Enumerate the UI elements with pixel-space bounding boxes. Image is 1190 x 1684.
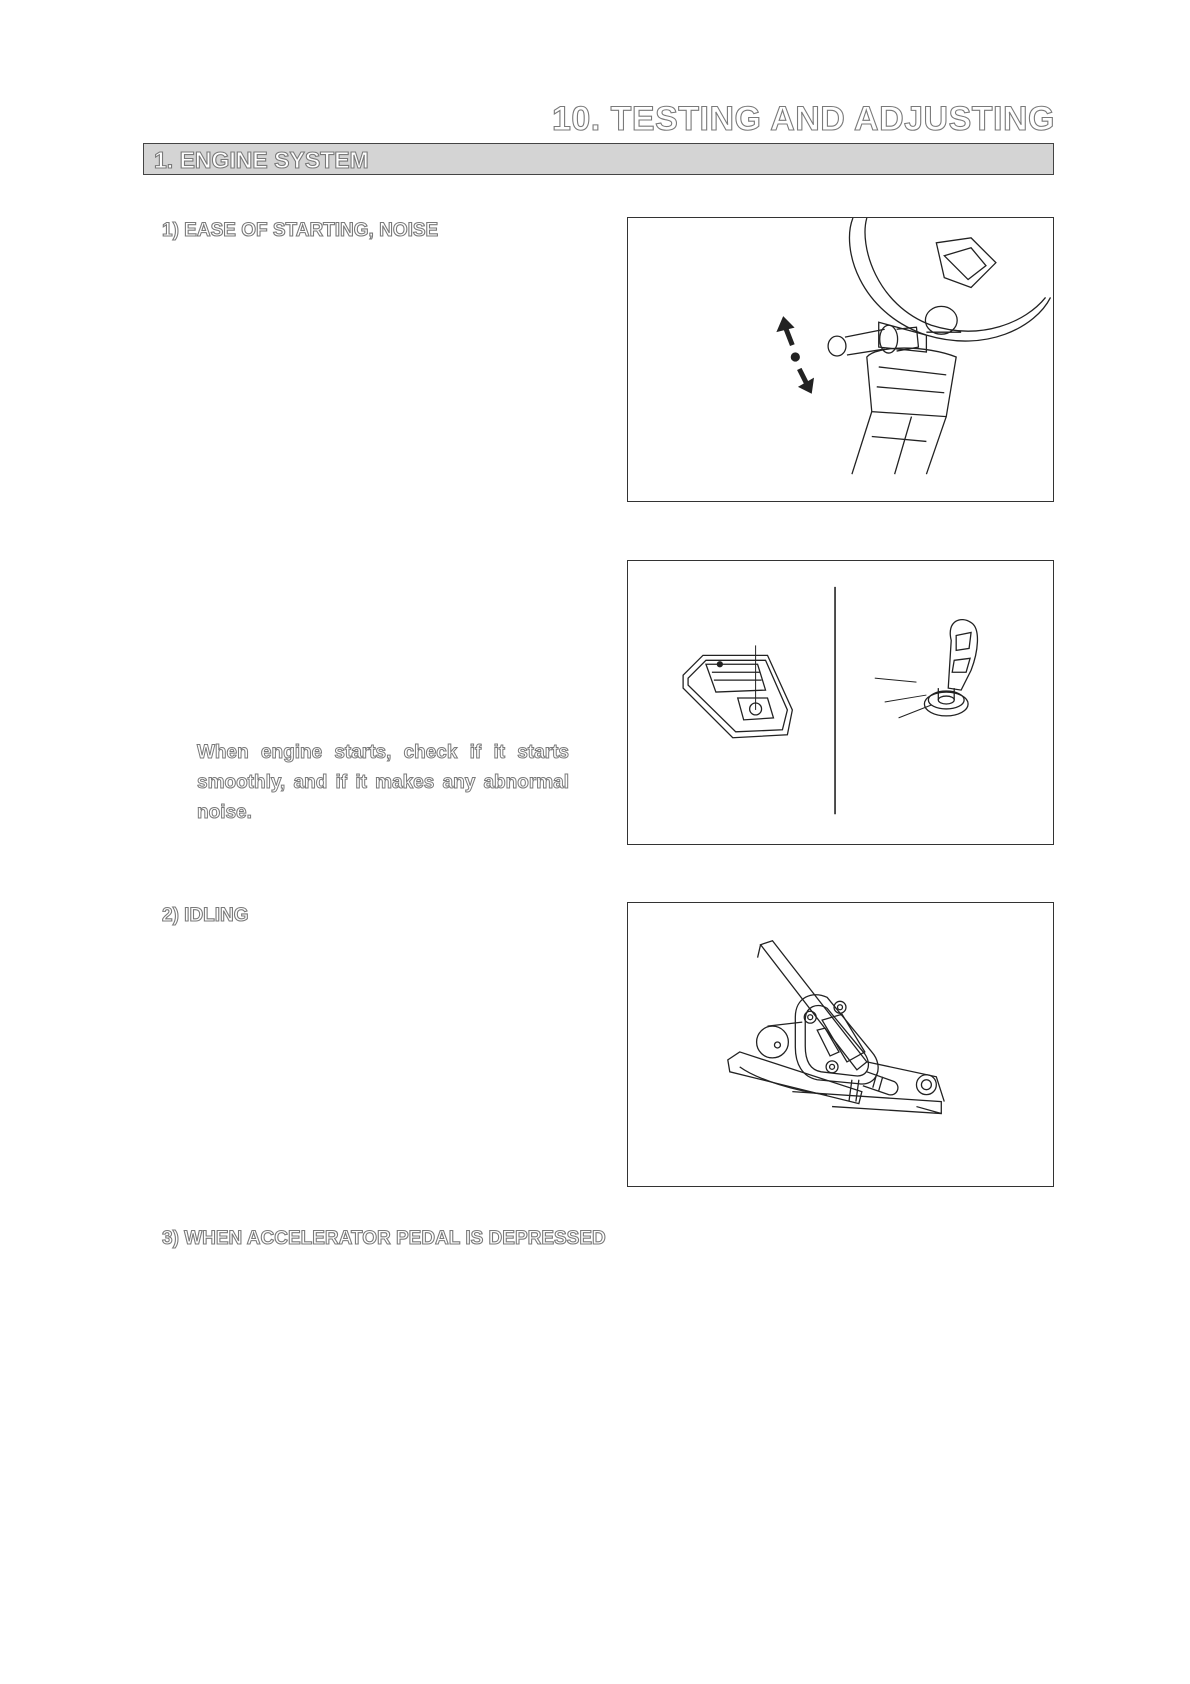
section-title: 1. ENGINE SYSTEM bbox=[154, 147, 369, 173]
start-switch-and-key-icon bbox=[628, 561, 1053, 844]
section-bar bbox=[143, 143, 1054, 175]
subsection-heading-starting: 1) EASE OF STARTING, NOISE bbox=[162, 220, 439, 241]
chapter-title: 10. TESTING AND ADJUSTING bbox=[551, 100, 1055, 138]
accelerator-pedal-icon bbox=[628, 903, 1053, 1186]
starting-instructions: When engine starts, check if it starts smoothly, and if it makes any abnormal noise. bbox=[197, 742, 569, 823]
subsection-heading-accelerator: 3) WHEN ACCELERATOR PEDAL IS DEPRESSED bbox=[162, 1228, 606, 1249]
subsection-heading-idling: 2) IDLING bbox=[162, 905, 249, 926]
figure-steering-lever bbox=[627, 217, 1054, 502]
figure-start-switch bbox=[627, 560, 1054, 845]
steering-column-lever-icon bbox=[628, 218, 1053, 501]
figure-accelerator-pedal bbox=[627, 902, 1054, 1187]
